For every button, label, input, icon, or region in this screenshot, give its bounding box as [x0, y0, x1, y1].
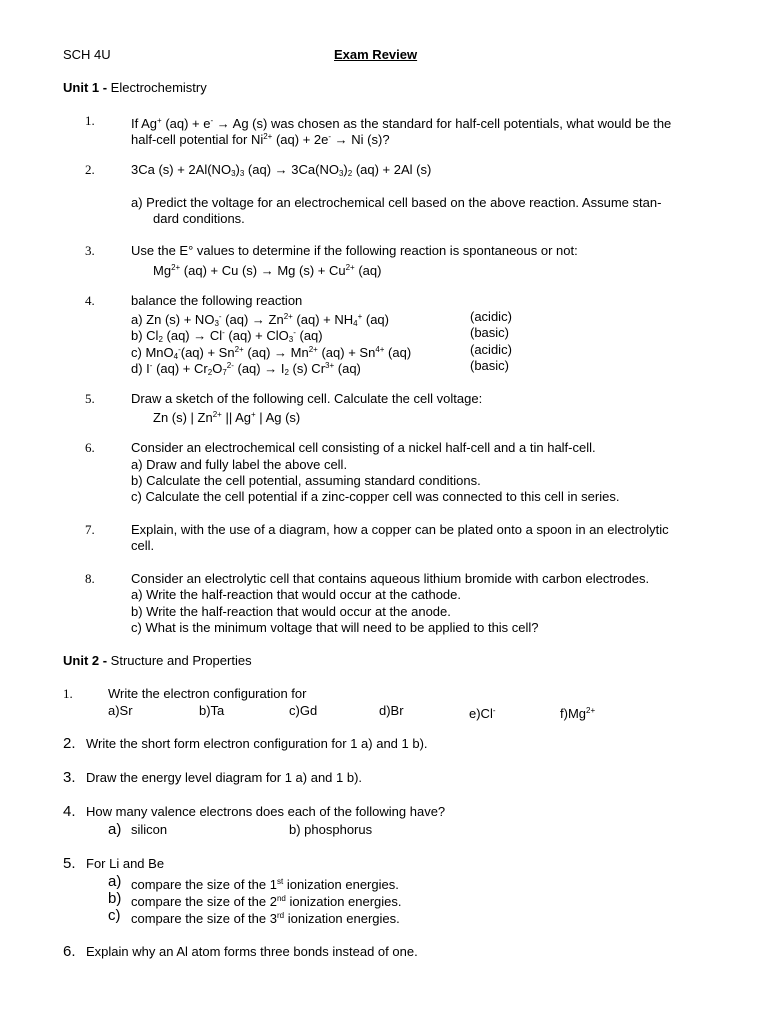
course-code: SCH 4U — [63, 47, 111, 62]
u1-q8-line1: Consider an electrolytic cell that contains aqueous lithium bromide with carbon electrodes. — [131, 571, 650, 586]
u1-q1-line1: If Ag+ (aq) + e- → Ag (s) was chosen as the standard for half-cell potentials, what would be the — [131, 116, 672, 131]
u2-q1-option-d: d)Br — [379, 703, 404, 718]
u1-q8a: a) Write the half-reaction that would occur at the cathode. — [131, 587, 461, 602]
u2-q6-number: 6. — [63, 943, 76, 960]
u2-q6-text: Explain why an Al atom forms three bonds instead of one. — [86, 944, 418, 959]
u1-q4d-condition: (basic) — [470, 358, 510, 373]
u2-q5c: compare the size of the 3rd ionization energies. — [131, 911, 400, 926]
u2-q5b-label: b) — [108, 890, 122, 907]
u2-q5b: compare the size of the 2nd ionization energies. — [131, 894, 402, 909]
u2-q4b: b) phosphorus — [289, 822, 373, 837]
u1-q2-equation: 3Ca $(s) + 2Al(NO_3)_3$ $(aq) \to 3Ca(NO_3)_2$ (aq) + 2Al (s) — [131, 162, 432, 178]
u2-q5-number: 5. — [63, 855, 76, 872]
u1-q6-line1: Consider an electrochemical cell consisting of a nickel half-cell and a tin half-cell. — [131, 440, 596, 455]
u2-q1-line1: Write the electron configuration for — [108, 686, 307, 701]
u2-q5-text: For Li and Be — [86, 856, 165, 871]
unit2-heading — [63, 653, 252, 669]
u1-q4c: c) $MnO_4^-(aq) + Sn^{2+}$ $(aq) \to Mn^{2+}$ $(aq) + Sn^{4+}$ (aq) — [131, 345, 412, 361]
unit1-heading-text: Electrochemistry — [107, 80, 207, 95]
u2-q1-option-b: b)Ta — [199, 703, 225, 718]
u1-q8b: b) Write the half-reaction that would occur at the anode. — [131, 604, 451, 619]
u2-q2-text: Write the short form electron configuration for 1 a) and 1 b). — [86, 736, 428, 751]
unit1-heading-label: Unit 1 - — [63, 80, 108, 95]
u2-q3-text: Draw the energy level diagram for 1 a) and 1 b). — [86, 770, 363, 785]
u1-q4b: b) $Cl_2$ (aq) → Cl- (aq) + ClO$_3$- (aq) — [131, 328, 323, 344]
u1-q1-line2: half-cell potential for $Ni^{2+}$ (aq) + 2e- → Ni (s)? — [131, 132, 390, 147]
u2-q5c-label: c) — [108, 907, 121, 924]
u2-q5a-label: a) — [108, 873, 122, 890]
u1-q2a-line1: a) Predict the voltage for an electrochemical cell based on the above reaction. Assume stan- — [131, 195, 662, 210]
u1-q3-line1: Use the E° values to determine if the following reaction is spontaneous or not: — [131, 243, 578, 258]
u2-q4a: silicon — [131, 822, 168, 837]
u1-q5-cell-notation: Zn (s) | $Zn^{2+}$ || Ag+ | Ag (s) — [153, 410, 301, 425]
u1-q4a: a) Zn $(s) + NO_3^-$ $(aq) \to Zn^{2+}$ $(aq) + NH_4^+$ (aq) — [131, 312, 389, 328]
u2-q5a: compare the size of the 1st ionization energies. — [131, 877, 399, 892]
u1-q1-number: 1. — [85, 113, 95, 128]
u1-q7-number: 7. — [85, 522, 95, 537]
u1-q6b: b) Calculate the cell potential, assuming standard conditions. — [131, 473, 481, 488]
u2-q1-option-a: a)Sr — [108, 703, 133, 718]
u1-q2a-line2: dard conditions. — [153, 211, 245, 226]
u1-q4d: d) I- $(aq) + Cr_2O_7^{2-}$ $(aq) \to I_2$ (s) $Cr^{3+}$ (aq) — [131, 361, 361, 377]
u1-q4c-condition: (acidic) — [470, 342, 512, 357]
u1-q6-number: 6. — [85, 440, 95, 455]
u1-q6a: a) Draw and fully label the above cell. — [131, 457, 348, 472]
u1-q8-number: 8. — [85, 571, 95, 586]
u2-q1-option-c: c)Gd — [289, 703, 318, 718]
u1-q3-number: 3. — [85, 243, 95, 258]
u2-q1-option-f: $f)Mg^{2+}$ — [560, 706, 596, 721]
u1-q7-line1: Explain, with the use of a diagram, how a copper can be plated onto a spoon in an electrolytic — [131, 522, 669, 537]
u1-q3-equation: $Mg^{2+}$ (aq) + Cu (s) → Mg $(s) + Cu^{2+}$ (aq) — [153, 263, 382, 278]
u1-q8c: c) What is the minimum voltage that will need to be applied to this cell? — [131, 620, 539, 635]
u2-q3-number: 3. — [63, 769, 76, 786]
u2-q4-text: How many valence electrons does each of the following have? — [86, 804, 446, 819]
u2-q4-number: 4. — [63, 803, 76, 820]
u1-q4-number: 4. — [85, 293, 95, 308]
u1-q4b-condition: (basic) — [470, 325, 510, 340]
u1-q4-line1: balance the following reaction — [131, 293, 303, 308]
u2-q1-option-e: e)Cl- — [469, 706, 496, 721]
unit1-heading — [63, 80, 207, 96]
unit2-heading-label: Unit 2 - — [63, 653, 108, 668]
unit2-heading-text: Structure and Properties — [107, 653, 252, 668]
page-title: Exam Review — [334, 47, 418, 62]
u1-q5-number: 5. — [85, 391, 95, 406]
u2-q2-number: 2. — [63, 735, 76, 752]
u2-q1-number: 1. — [63, 686, 73, 701]
u1-q6c: c) Calculate the cell potential if a zinc-copper cell was connected to this cell in series. — [131, 489, 620, 504]
u1-q2-number: 2. — [85, 162, 95, 177]
u1-q4a-condition: (acidic) — [470, 309, 512, 324]
u1-q7-line2: cell. — [131, 538, 155, 553]
u1-q5-line1: Draw a sketch of the following cell. Calculate the cell voltage: — [131, 391, 483, 406]
u2-q4a-label: a) — [108, 821, 122, 838]
